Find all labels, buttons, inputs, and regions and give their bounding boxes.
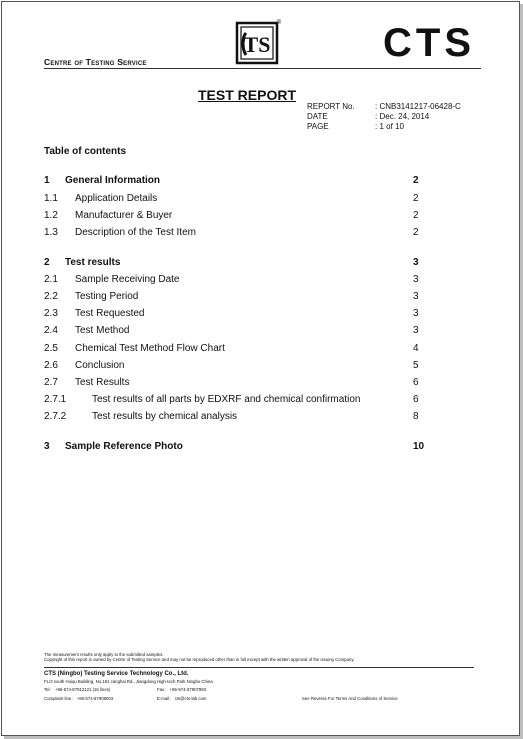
- toc-row: [0, 226, 523, 240]
- report-title: TEST REPORT: [198, 87, 297, 103]
- toc-row: [0, 359, 523, 373]
- toc-page: 5: [413, 360, 419, 371]
- toc-page: 2: [413, 193, 419, 204]
- toc-heading: Table of contents: [44, 146, 127, 157]
- toc-title: Testing Period: [75, 291, 139, 302]
- toc-number: 1.3: [44, 227, 58, 238]
- toc-title: Test results of all parts by EDXRF and chemical confirmation: [92, 394, 361, 405]
- toc-number: 2.5: [44, 343, 58, 354]
- date-value: : Dec. 24, 2014: [375, 112, 430, 121]
- toc-number: 2.2: [44, 291, 58, 302]
- toc-page: 3: [413, 308, 419, 319]
- toc-page: 6: [413, 377, 419, 388]
- toc-page: 6: [413, 394, 419, 405]
- toc-page: 3: [413, 291, 419, 302]
- toc-row: [0, 307, 523, 321]
- toc-row: [0, 410, 523, 424]
- toc-row: [0, 342, 523, 356]
- toc-number: 1.1: [44, 193, 58, 204]
- report-no-label: REPORT No.: [307, 102, 355, 111]
- toc-title: Manufacturer & Buyer: [75, 210, 173, 221]
- toc-page: 2: [413, 175, 419, 186]
- toc-number: 2.7.1: [44, 394, 67, 405]
- toc-title: General Information: [65, 175, 161, 186]
- toc-page: 3: [413, 257, 419, 268]
- toc-number: 2.4: [44, 325, 58, 336]
- toc-number: 1: [44, 175, 50, 186]
- toc-number: 3: [44, 441, 50, 452]
- toc-page: 2: [413, 227, 419, 238]
- toc-page: 3: [413, 325, 419, 336]
- toc-number: 1.2: [44, 210, 58, 221]
- toc-title: Sample Reference Photo: [65, 441, 183, 452]
- date-label: DATE: [307, 112, 328, 121]
- report-meta-labels: [307, 102, 355, 132]
- toc-title: Description of the Test Item: [75, 227, 196, 238]
- toc-title: Test results: [65, 257, 121, 268]
- registered-mark: ®: [276, 20, 282, 26]
- header-divider: [44, 68, 481, 69]
- footer-tel: Tel： +86-574-87912121 (16 lines): [44, 687, 111, 692]
- footer-address: FL/2 south Huiqu Building, No.181 canghai Rd., Jiangdong High-tech Park Ningbo China: [44, 679, 213, 684]
- toc-page: 3: [413, 274, 419, 285]
- footer-complaint-line: Complaint line： +86-574-87908003: [44, 696, 114, 701]
- centre-label: Centre of Testing Service: [44, 57, 147, 67]
- cts-emblem-logo: [234, 17, 282, 67]
- toc-row: [0, 376, 523, 390]
- page-value: : 1 of 10: [375, 122, 404, 131]
- toc-title: Test Requested: [75, 308, 145, 319]
- toc-title: Test Method: [75, 325, 130, 336]
- footer-note-results: The measurement results only apply to the submitted samples.: [44, 652, 164, 657]
- toc-title: Sample Receiving Date: [75, 274, 180, 285]
- brand-logo: CTS: [383, 21, 475, 65]
- toc-number: 2.7.2: [44, 411, 67, 422]
- toc-row: [0, 440, 523, 454]
- toc-row: [0, 393, 523, 407]
- svg-text:TS: TS: [243, 32, 271, 57]
- footer-email: E-mail： cts@cts-lab.com: [157, 696, 207, 701]
- footer-divider: [44, 667, 474, 668]
- footer-company: CTS (Ningbo) Testing Service Technology Co., Ltd.: [44, 671, 189, 677]
- toc-title: Conclusion: [75, 360, 125, 371]
- toc-number: 2.7: [44, 377, 58, 388]
- toc-row: [0, 256, 523, 270]
- toc-page: 4: [413, 343, 419, 354]
- toc-page: 8: [413, 411, 419, 422]
- toc-row: [0, 290, 523, 304]
- toc-title: Chemical Test Method Flow Chart: [75, 343, 225, 354]
- toc-row: [0, 209, 523, 223]
- footer-note-copyright: Copyright of this report is owned by Centre of Testing Service and may not be reproduced other than in full except with the written approval of the issuing Company.: [44, 657, 355, 662]
- toc-page: 10: [413, 441, 425, 452]
- toc-title: Test results by chemical analysis: [92, 411, 238, 422]
- toc-title: Test Results: [75, 377, 130, 388]
- toc-page: 2: [413, 210, 419, 221]
- toc-title: Application Details: [75, 193, 158, 204]
- toc-number: 2.6: [44, 360, 58, 371]
- toc-row: [0, 174, 523, 188]
- page-label: PAGE: [307, 122, 329, 131]
- report-no-value: : CNB3141217-06428-C: [375, 102, 461, 111]
- toc-row: [0, 324, 523, 338]
- toc-row: [0, 273, 523, 287]
- toc-number: 2: [44, 257, 50, 268]
- footer-reverse-note: See Reverse For Terms And Conditions of Service: [302, 696, 398, 701]
- footer-fax: Fax： +86-574-87907993: [157, 687, 207, 692]
- toc-number: 2.1: [44, 274, 58, 285]
- report-meta-values: [375, 102, 461, 132]
- toc-row: [0, 192, 523, 206]
- toc-number: 2.3: [44, 308, 58, 319]
